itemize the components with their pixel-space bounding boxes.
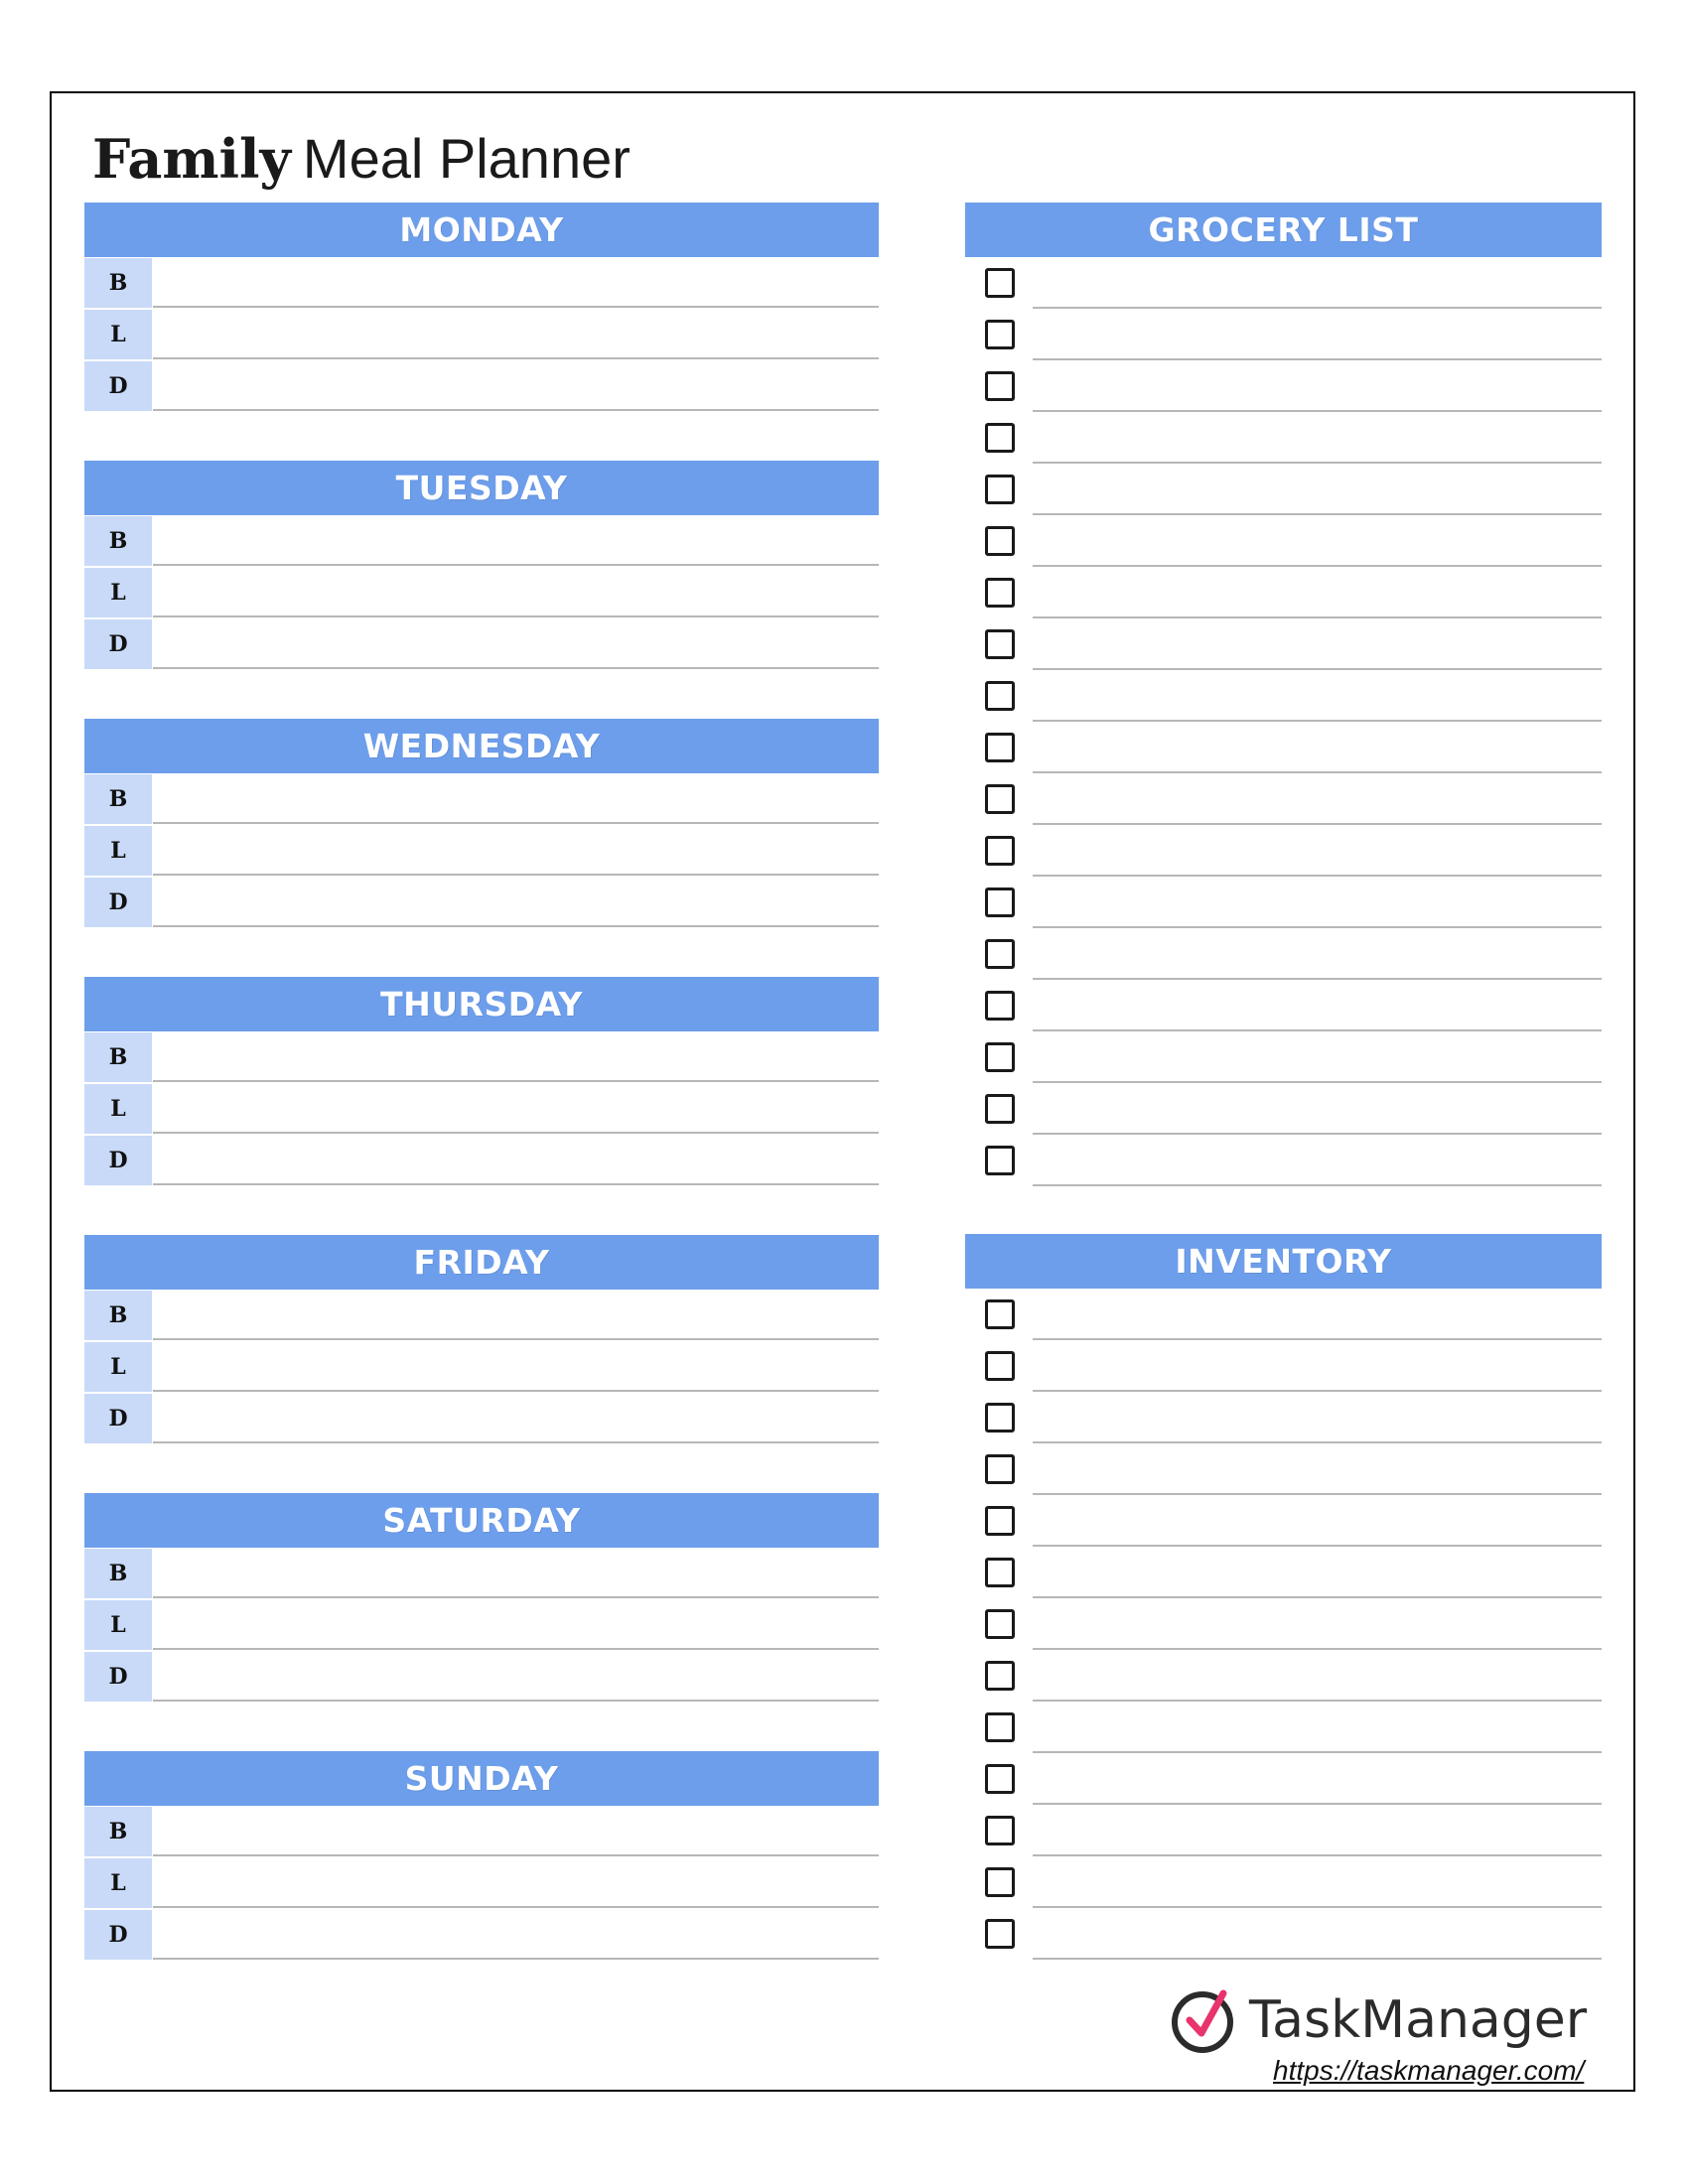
grocery-checkbox[interactable] [985, 887, 1015, 917]
meal-entry-line[interactable] [153, 361, 879, 411]
grocery-checkbox[interactable] [985, 1094, 1015, 1124]
meal-entry-line[interactable] [153, 774, 879, 824]
grocery-list [965, 203, 1602, 1185]
day-header: SUNDAY [84, 1751, 879, 1806]
grocery-entry-line[interactable] [1033, 1135, 1602, 1186]
grocery-entry-line[interactable] [1033, 980, 1602, 1031]
meal-label: D [84, 1394, 152, 1443]
inventory-entry-line[interactable] [1033, 1598, 1602, 1650]
meal-entry-line[interactable] [153, 878, 879, 927]
inventory-list [965, 1234, 1602, 1959]
meal-label: B [84, 1291, 152, 1340]
title-rest: Meal Planner [302, 127, 631, 190]
meal-label: L [84, 1084, 152, 1134]
check-circle-icon [1170, 1985, 1239, 2055]
meal-label: L [84, 1858, 152, 1908]
inventory-entry-line[interactable] [1033, 1856, 1602, 1908]
meal-entry-line[interactable] [153, 516, 879, 566]
meal-label: D [84, 1136, 152, 1185]
grocery-entry-line[interactable] [1033, 464, 1602, 515]
grocery-checkbox[interactable] [985, 784, 1015, 814]
day-block-wednesday [84, 719, 879, 927]
day-block-monday [84, 203, 879, 411]
day-header: MONDAY [84, 203, 879, 257]
grocery-checkbox[interactable] [985, 1042, 1015, 1072]
meal-entry-line[interactable] [153, 619, 879, 669]
page-title [92, 124, 631, 194]
meal-entry-line[interactable] [153, 826, 879, 876]
day-block-sunday [84, 1751, 879, 1960]
inventory-checkbox[interactable] [985, 1816, 1015, 1845]
inventory-checkbox[interactable] [985, 1867, 1015, 1897]
day-header: WEDNESDAY [84, 719, 879, 773]
meal-label: L [84, 1600, 152, 1650]
inventory-entry-line[interactable] [1033, 1289, 1602, 1340]
meal-entry-line[interactable] [153, 1291, 879, 1340]
meal-label: D [84, 1910, 152, 1960]
inventory-checkbox[interactable] [985, 1351, 1015, 1381]
grocery-checkbox[interactable] [985, 526, 1015, 556]
meal-entry-line[interactable] [153, 1652, 879, 1702]
grocery-entry-line[interactable] [1033, 567, 1602, 618]
inventory-entry-line[interactable] [1033, 1650, 1602, 1702]
day-header: SATURDAY [84, 1493, 879, 1548]
meal-entry-line[interactable] [153, 1394, 879, 1443]
meal-label: L [84, 568, 152, 617]
grocery-entry-line[interactable] [1033, 1083, 1602, 1135]
meal-entry-line[interactable] [153, 1136, 879, 1185]
inventory-entry-line[interactable] [1033, 1495, 1602, 1547]
grocery-entry-line[interactable] [1033, 928, 1602, 980]
meal-entry-line[interactable] [153, 1910, 879, 1960]
meal-entry-line[interactable] [153, 1858, 879, 1908]
inventory-entry-line[interactable] [1033, 1443, 1602, 1495]
meal-label: L [84, 826, 152, 876]
inventory-entry-line[interactable] [1033, 1753, 1602, 1805]
inventory-checkbox[interactable] [985, 1454, 1015, 1484]
day-block-thursday [84, 977, 879, 1185]
grocery-checkbox[interactable] [985, 320, 1015, 349]
grocery-entry-line[interactable] [1033, 309, 1602, 360]
meal-entry-line[interactable] [153, 568, 879, 617]
grocery-entry-line[interactable] [1033, 257, 1602, 309]
grocery-entry-line[interactable] [1033, 360, 1602, 412]
meal-entry-line[interactable] [153, 1084, 879, 1134]
meal-label: D [84, 361, 152, 411]
day-header: THURSDAY [84, 977, 879, 1031]
grocery-checkbox[interactable] [985, 733, 1015, 762]
meal-label: B [84, 1549, 152, 1598]
title-bold: Family [92, 127, 291, 191]
meal-entry-line[interactable] [153, 258, 879, 308]
inventory-checkbox[interactable] [985, 1609, 1015, 1639]
taskmanager-logo [1170, 1985, 1607, 2055]
meal-label: D [84, 619, 152, 669]
inventory-entry-line[interactable] [1033, 1702, 1602, 1753]
grocery-entry-line[interactable] [1033, 722, 1602, 773]
meal-label: L [84, 1342, 152, 1392]
inventory-entry-line[interactable] [1033, 1340, 1602, 1392]
inventory-checkbox[interactable] [985, 1712, 1015, 1742]
day-block-tuesday [84, 461, 879, 669]
day-block-friday [84, 1235, 879, 1443]
grocery-checkbox[interactable] [985, 578, 1015, 608]
inventory-checkbox[interactable] [985, 1764, 1015, 1794]
inventory-entry-line[interactable] [1033, 1547, 1602, 1598]
day-header: FRIDAY [84, 1235, 879, 1290]
brand-name: TaskManager [1249, 1990, 1588, 2050]
meal-label: B [84, 516, 152, 566]
meal-label: B [84, 774, 152, 824]
grocery-entry-line[interactable] [1033, 670, 1602, 722]
grocery-checkbox[interactable] [985, 475, 1015, 504]
grocery-checkbox[interactable] [985, 1146, 1015, 1175]
grocery-checkbox[interactable] [985, 991, 1015, 1021]
inventory-checkbox[interactable] [985, 1299, 1015, 1329]
day-block-saturday [84, 1493, 879, 1702]
grocery-list-header: GROCERY LIST [965, 203, 1602, 257]
grocery-checkbox[interactable] [985, 939, 1015, 969]
inventory-checkbox[interactable] [985, 1919, 1015, 1949]
meal-label: B [84, 1032, 152, 1082]
grocery-entry-line[interactable] [1033, 825, 1602, 877]
inventory-checkbox[interactable] [985, 1558, 1015, 1587]
grocery-checkbox[interactable] [985, 423, 1015, 453]
meal-entry-line[interactable] [153, 1342, 879, 1392]
grocery-checkbox[interactable] [985, 268, 1015, 298]
meal-label: D [84, 1652, 152, 1702]
inventory-checkbox[interactable] [985, 1661, 1015, 1691]
meal-entry-line[interactable] [153, 1600, 879, 1650]
grocery-checkbox[interactable] [985, 629, 1015, 659]
meal-entry-line[interactable] [153, 1032, 879, 1082]
brand-url-link[interactable]: https://taskmanager.com/ [1273, 2055, 1585, 2086]
grocery-checkbox[interactable] [985, 836, 1015, 866]
inventory-entry-line[interactable] [1033, 1805, 1602, 1856]
grocery-entry-line[interactable] [1033, 618, 1602, 670]
day-header: TUESDAY [84, 461, 879, 515]
meal-label: B [84, 1807, 152, 1856]
inventory-header: INVENTORY [965, 1234, 1602, 1289]
grocery-entry-line[interactable] [1033, 515, 1602, 567]
inventory-entry-line[interactable] [1033, 1392, 1602, 1443]
inventory-checkbox[interactable] [985, 1403, 1015, 1433]
grocery-checkbox[interactable] [985, 681, 1015, 711]
grocery-entry-line[interactable] [1033, 877, 1602, 928]
meal-label: L [84, 310, 152, 359]
meal-label: B [84, 258, 152, 308]
grocery-entry-line[interactable] [1033, 773, 1602, 825]
meal-entry-line[interactable] [153, 310, 879, 359]
meal-entry-line[interactable] [153, 1807, 879, 1856]
inventory-checkbox[interactable] [985, 1506, 1015, 1536]
meal-label: D [84, 878, 152, 927]
inventory-entry-line[interactable] [1033, 1908, 1602, 1960]
meal-entry-line[interactable] [153, 1549, 879, 1598]
grocery-checkbox[interactable] [985, 371, 1015, 401]
grocery-entry-line[interactable] [1033, 412, 1602, 464]
grocery-entry-line[interactable] [1033, 1031, 1602, 1083]
